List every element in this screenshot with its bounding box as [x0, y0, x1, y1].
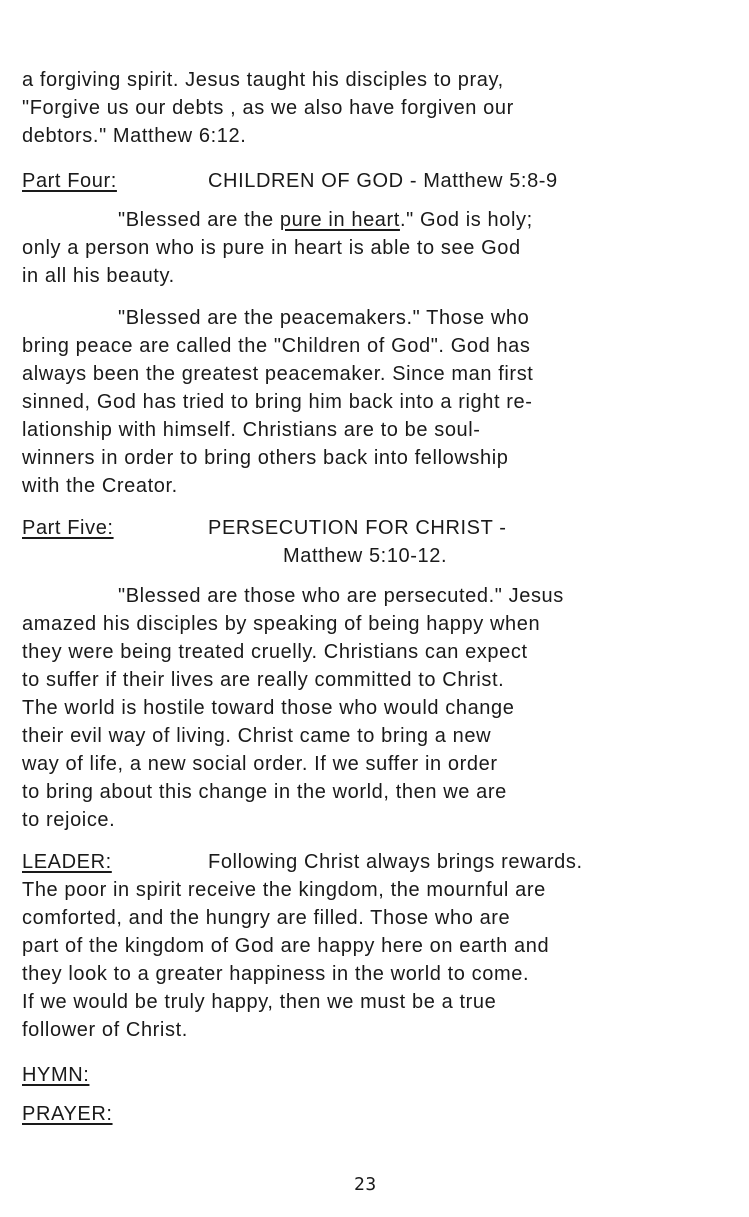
text-line: Following Christ always brings rewards.	[208, 851, 583, 873]
text-line: "Blessed are the peacemakers." Those who	[118, 307, 530, 329]
text-line: amazed his disciples by speaking of being happy when	[22, 613, 541, 635]
part-four-label: Part Four:	[22, 170, 117, 192]
text-line: sinned, God has tried to bring him back into a right re-	[22, 391, 533, 413]
leader-label: LEADER:	[22, 851, 112, 873]
text-line: "Blessed are those who are persecuted." Jesus	[118, 585, 564, 607]
text-line: with the Creator.	[22, 475, 178, 497]
text-line: follower of Christ.	[22, 1019, 188, 1041]
hymn-label: HYMN:	[22, 1064, 90, 1086]
text-line: they were being treated cruelly. Christians can expect	[22, 641, 528, 663]
text-line: to suffer if their lives are really committed to Christ.	[22, 669, 505, 691]
text: "Blessed are the	[118, 209, 280, 231]
text-line: way of life, a new social order. If we suffer in order	[22, 753, 498, 775]
text-line: in all his beauty.	[22, 265, 175, 287]
text-line	[118, 208, 533, 232]
text-line: only a person who is pure in heart is able to see God	[22, 237, 521, 259]
text-line: If we would be truly happy, then we must be a true	[22, 991, 497, 1013]
text-line: bring peace are called the "Children of God". God has	[22, 335, 531, 357]
text-line: a forgiving spirit. Jesus taught his disciples to pray,	[22, 69, 504, 91]
text-line: The world is hostile toward those who would change	[22, 697, 515, 719]
part-five-title: PERSECUTION FOR CHRIST -	[208, 517, 507, 539]
underlined-text: pure in heart	[279, 209, 400, 231]
text-line: to rejoice.	[22, 809, 116, 831]
prayer-label: PRAYER:	[22, 1103, 113, 1125]
text-line: winners in order to bring others back into fellowship	[22, 447, 509, 469]
text-line: always been the greatest peacemaker. Since man first	[22, 363, 534, 385]
text-line: part of the kingdom of God are happy here on earth and	[22, 935, 550, 957]
text-line: debtors." Matthew 6:12.	[22, 125, 247, 147]
part-four-title: CHILDREN OF GOD - Matthew 5:8-9	[208, 170, 558, 192]
part-five-label: Part Five:	[22, 517, 114, 539]
text-line: to bring about this change in the world, then we are	[22, 781, 507, 803]
page-number: 23	[354, 1174, 377, 1195]
text-line: The poor in spirit receive the kingdom, the mournful are	[22, 879, 546, 901]
text: ." God is holy;	[399, 209, 533, 231]
text-line: their evil way of living. Christ came to bring a new	[22, 725, 492, 747]
text-line: lationship with himself. Christians are to be soul-	[22, 419, 481, 441]
text-line: comforted, and the hungry are filled. Those who are	[22, 907, 511, 929]
text-line: they look to a greater happiness in the world to come.	[22, 963, 530, 985]
text-line: "Forgive us our debts , as we also have forgiven our	[22, 97, 514, 119]
part-five-title-reference: Matthew 5:10-12.	[283, 545, 448, 567]
